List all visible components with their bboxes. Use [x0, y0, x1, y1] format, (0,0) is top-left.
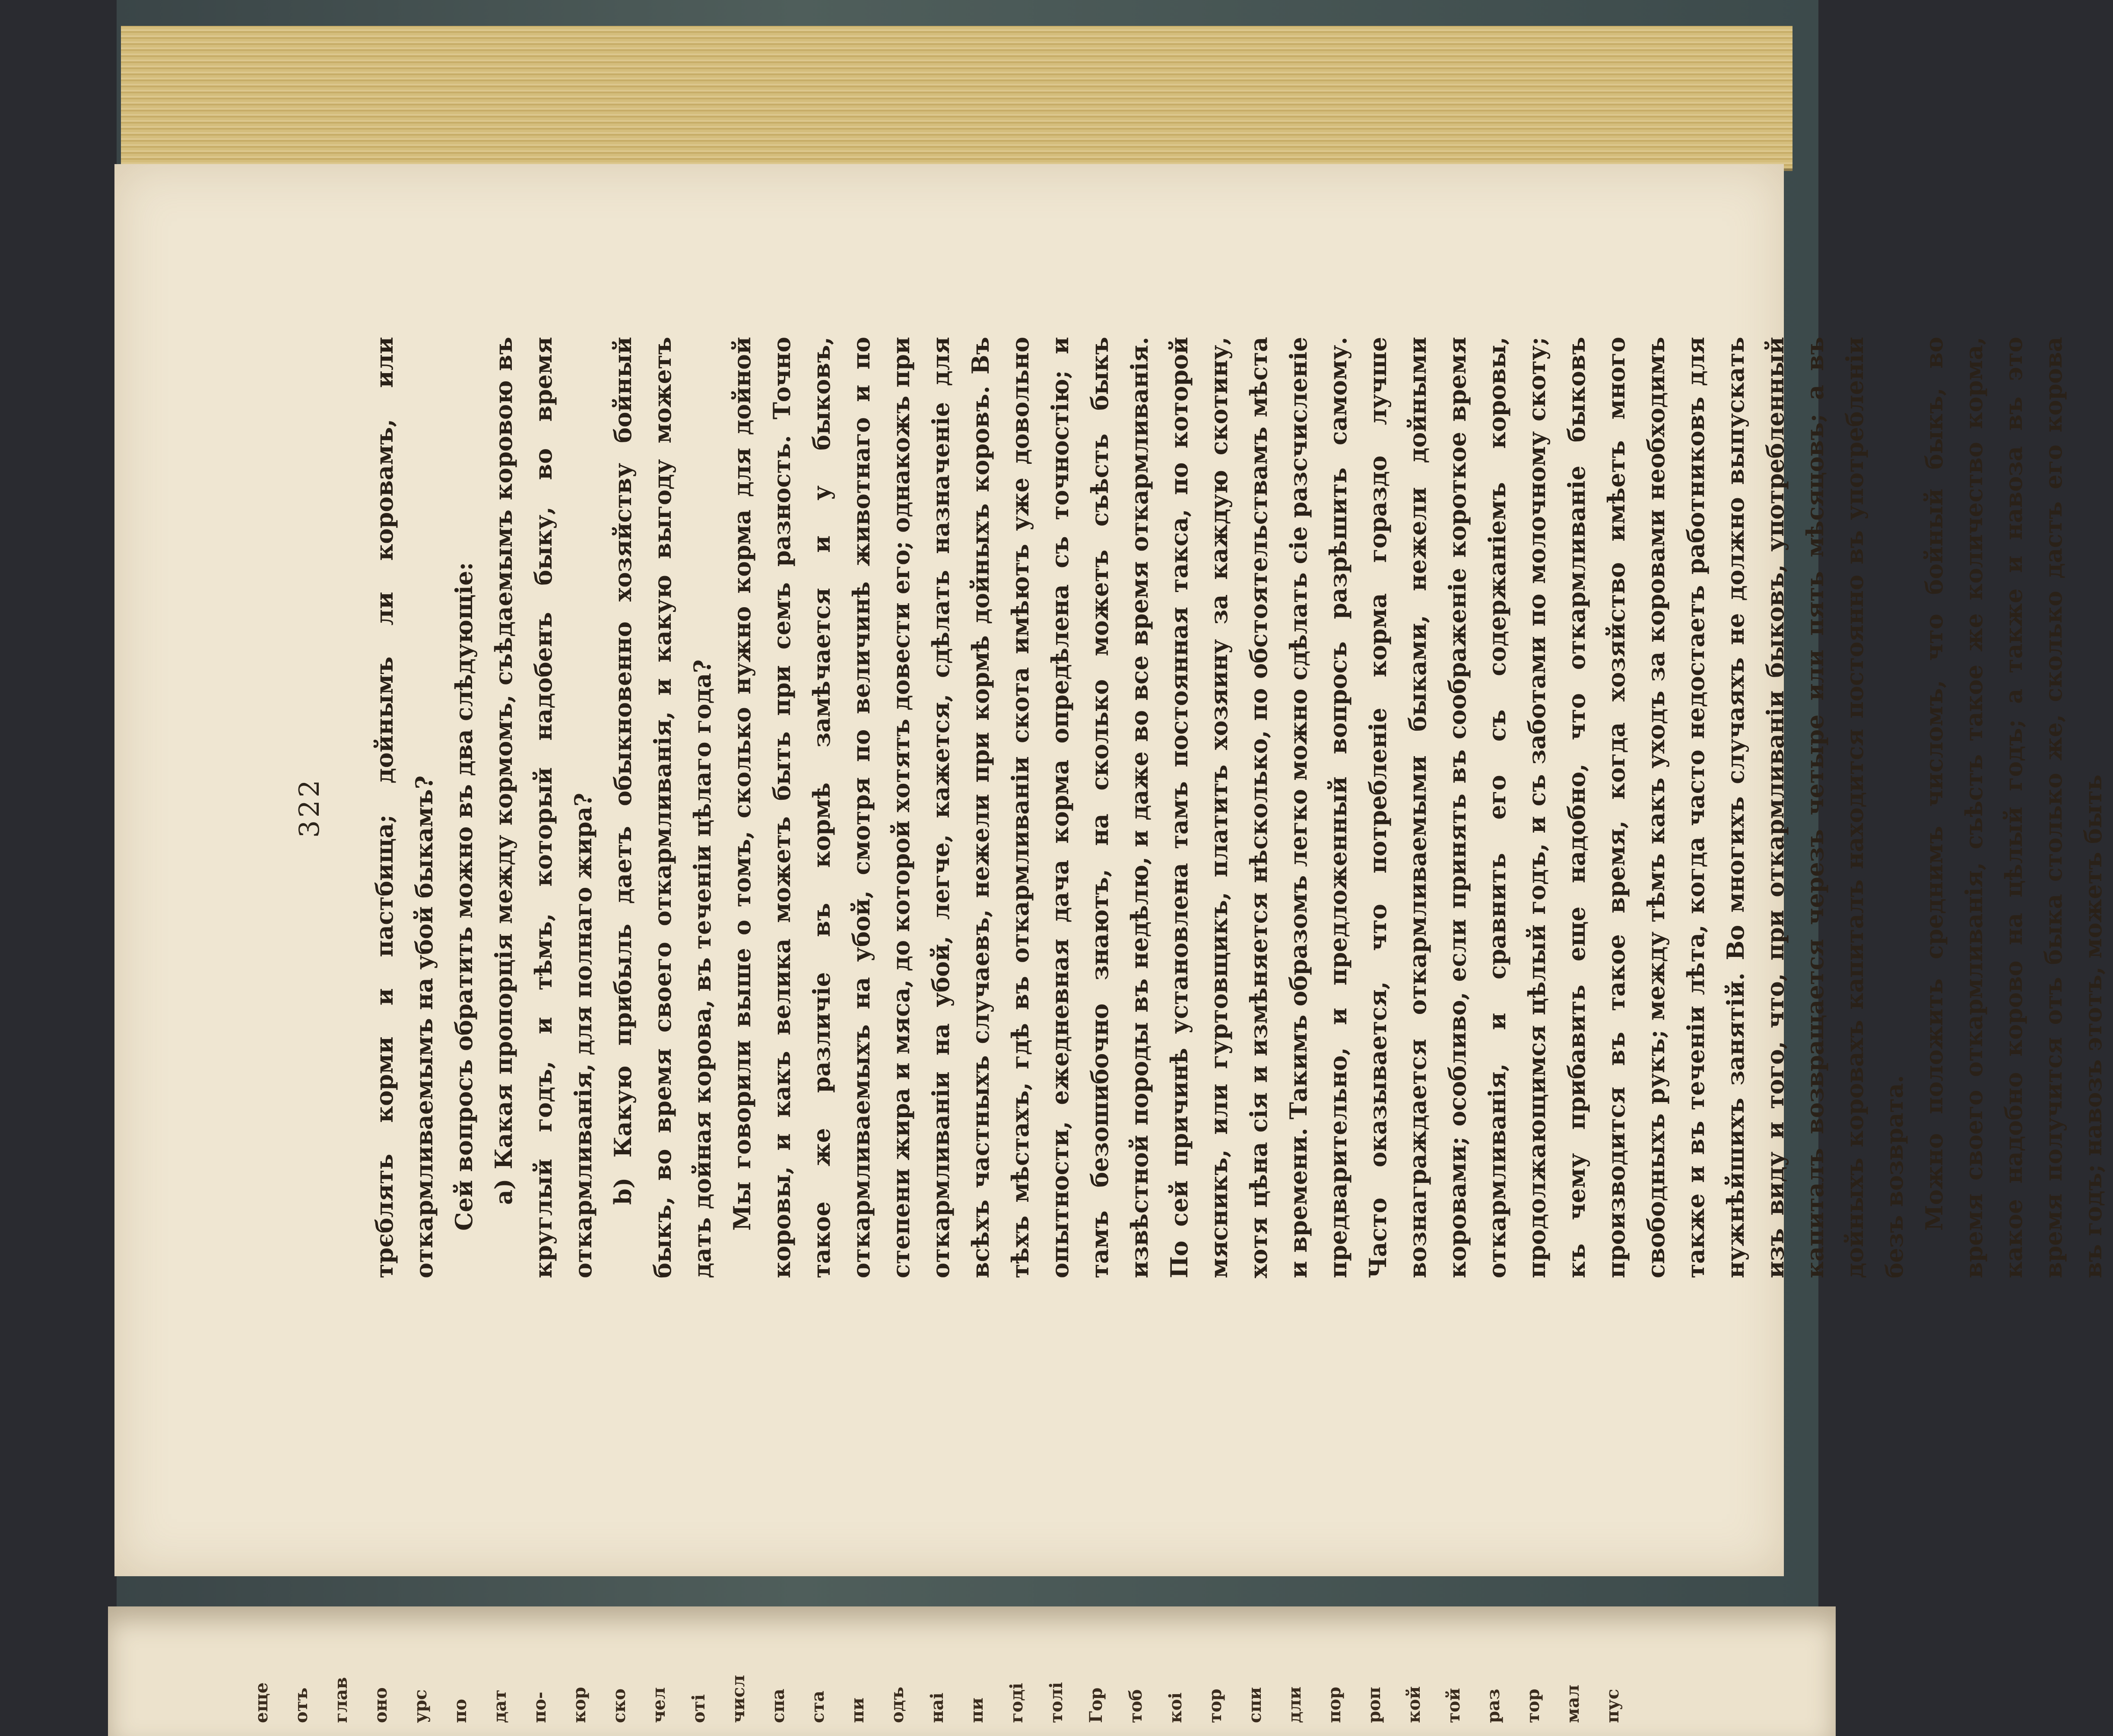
- facing-page-line: отъ: [291, 1687, 311, 1723]
- facing-page-line: толі: [1046, 1682, 1066, 1723]
- facing-page-line: пус: [1602, 1688, 1623, 1723]
- facing-page-line: тоб: [1126, 1689, 1146, 1723]
- paragraph: b) Какую прибыль даетъ обыкновенно хозяйству бойный быкъ, во время своего откармливанія, и какую выгоду можетъ дать дойная корова, въ теченіи цѣлаго года?: [609, 337, 716, 1278]
- facing-page-line: урс: [410, 1689, 431, 1723]
- facing-page-line: спа: [768, 1688, 788, 1723]
- facing-page-line: еще: [251, 1682, 272, 1723]
- facing-page-text: [242, 1593, 1754, 1723]
- page-edges: [121, 26, 1793, 171]
- facing-page-line: одъ: [887, 1686, 907, 1723]
- paragraph: a) Какая пропорція между кормомъ, съѣдаемымъ коровою въ круглый годъ, и тѣмъ, который надобенъ быку, во время откармливанія, для полнаго жира?: [490, 337, 597, 1278]
- facing-page-line: тор: [1523, 1688, 1543, 1723]
- facing-page-line: спи: [1245, 1687, 1265, 1723]
- facing-page-line: кор: [569, 1687, 590, 1723]
- facing-page-line: числ: [728, 1675, 749, 1723]
- facing-page-line: роп: [1364, 1687, 1384, 1723]
- facing-page-line: глав: [331, 1677, 351, 1723]
- facing-page-line: чел: [649, 1687, 669, 1723]
- facing-page-line: мал: [1563, 1685, 1583, 1723]
- paragraph: Можно положить среднимъ числомъ, что бойный быкъ, во время своего откармливанія, съѣстъ такое же количество корма, какое надобно корово на цѣлый годъ; а также и навоза въ это время получится отъ быка столько же, сколько дастъ его корова въ годъ; навозъ этотъ, можетъ быть: [1920, 337, 2107, 1278]
- facing-page-line: по-: [530, 1692, 550, 1723]
- facing-page-line: по: [450, 1699, 470, 1723]
- facing-page-line: тор: [1205, 1688, 1225, 1723]
- paragraph: Мы говорили выше о томъ, сколько нужно корма для дойной коровы, и какъ велика можетъ быть при семъ разность. Точно такое же различіе въ кормѣ замѣчается и у быковъ, откармливаемыхъ на убой, смотря по величинѣ животнаго и по степени жира и мяса, до которой хотятъ довести его; однакожъ при откармливаніи на убой, легче, кажется, сдѣлать назначеніе для всѣхъ частныхъ случаевъ, нежели при кормѣ дойныхъ коровъ. Въ тѣхъ мѣстахъ, гдѣ въ откармливаніи скота имѣютъ уже довольно опытности, ежедневная дача корма опредѣлена съ точностію; и тамъ безошибочно знаютъ, на сколько можетъ съѣсть быкъ извѣстной породы въ недѣлю, и даже во все время откармливанія. По сей причинѣ установлена тамъ постоянная такса, по которой мясникъ, или гуртовщикъ, платитъ хозяину за каждую скотину, хотя цѣна сія и измѣняется нѣсколько, по обстоятельствамъ мѣста и времени. Такимъ образомъ легко можно сдѣлать сіе разсчисленіе предварительно, и предложенный вопросъ разрѣшить самому. Часто оказывается, что потребленіе корма гораздо лучше вознаграждается откармливаемыми быками, нежели дойными коровами; особливо, если принять въ соображеніе короткое время откармливанія, и сравнить его съ содержаніемъ коровы, продолжающимся цѣлый годъ, и съ заботами по молочному скоту; къ чему прибавить еще надобно, что откармливаніе быковъ производится въ такое время, когда хозяйство имѣетъ много свободныхъ рукъ; между тѣмъ какъ уходъ за коровами необходимъ также и въ теченіи лѣта, когда часто недостаетъ работниковъ для нужнѣйшихъ занятій. Во многихъ случаяхъ не должно выпускать изъ виду и того, что, при откармливаніи быковъ, употребленный капиталъ возвращается черезъ четыре или пять мѣсяцовъ; а въ дойныхъ коровахъ капиталъ находится постоянно въ употребленіи безъ возврата.: [728, 337, 1908, 1278]
- facing-page-line: ста: [808, 1690, 828, 1723]
- facing-page-line: ско: [609, 1688, 629, 1723]
- paragraph: Сей вопросъ обратить можно въ два слѣдующіе:: [450, 562, 478, 1231]
- facing-page-line: оті: [688, 1694, 709, 1723]
- facing-page-line: пи: [967, 1698, 987, 1723]
- rotated-page-content: [294, 337, 2107, 1278]
- facing-page-line: пор: [1324, 1687, 1345, 1723]
- facing-page-line: оно: [371, 1687, 391, 1723]
- facing-page-line: дат: [490, 1689, 510, 1723]
- facing-page-line: кой: [1404, 1686, 1424, 1723]
- facing-page-line: той: [1444, 1688, 1464, 1723]
- facing-page-line: годі: [1006, 1682, 1027, 1723]
- facing-page-line: дли: [1285, 1686, 1305, 1723]
- facing-page-line: коі: [1165, 1692, 1186, 1723]
- facing-page-line: Гор: [1086, 1687, 1106, 1723]
- facing-page-line: пи: [847, 1698, 868, 1723]
- paragraph: трєблять корми и пастбища; дойнымъ ли коровамъ, или откармливаемымъ на убой быкамъ?: [371, 337, 438, 1278]
- facing-page-line: раз: [1483, 1688, 1504, 1723]
- page-number: 322: [294, 777, 326, 838]
- facing-page-line: наі: [927, 1692, 947, 1723]
- page-body: [365, 337, 2113, 1278]
